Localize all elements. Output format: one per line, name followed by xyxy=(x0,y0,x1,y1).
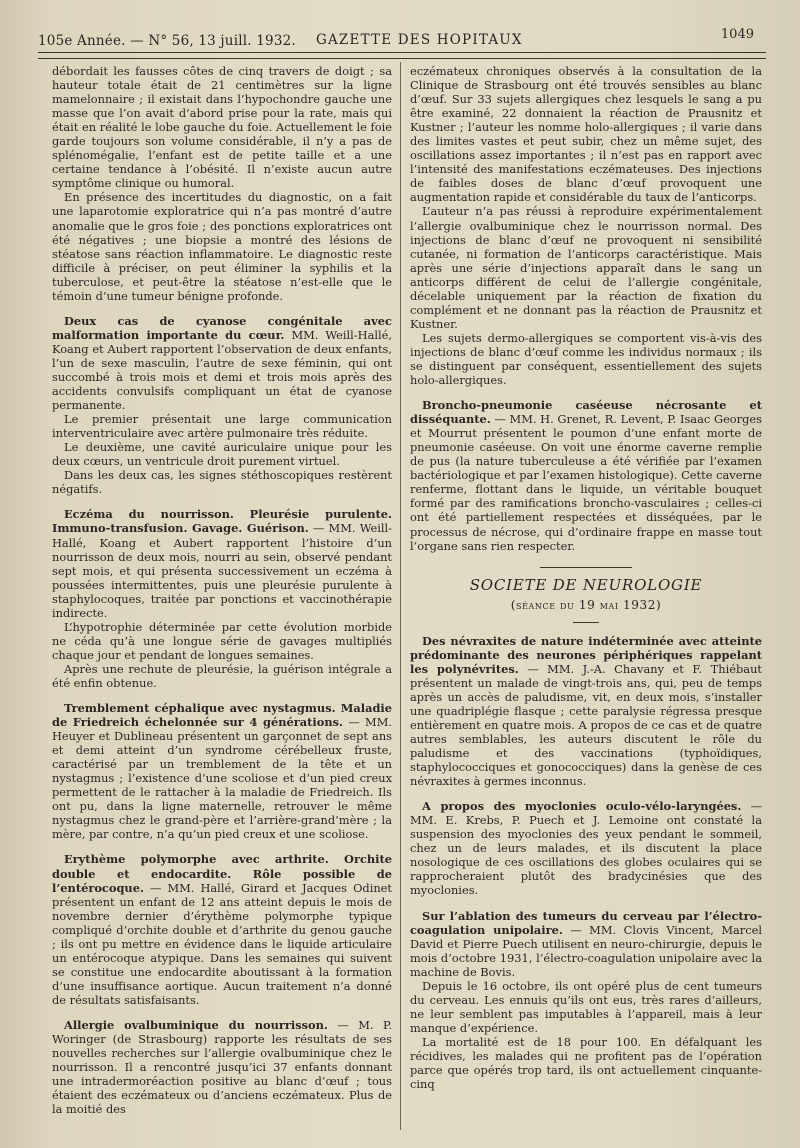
report-body: — MM. Heuyer et Dublineau présentent un garçonnet de sept ans et demi atteint d’un syndrome cérébelleux fruste, caractérisé par un tremblement de la tête et un nystagmus ; l’existence d’une scoliose et d’un pied creux permettent de le rattacher à la maladie de Friedreich. Ils ont pu, dans la ligne maternelle, retrouver le même nystagmus chez le grand-père et l’arrière-grand’mère ; la mère, par contre, n’a qu’un pied creux et une scoliose. xyxy=(52,715,392,842)
column-separator xyxy=(400,62,401,1130)
right-column xyxy=(410,64,762,1091)
header-rule xyxy=(38,52,766,59)
report-title: Deux cas de cyanose congénitale avec malformation importante du cœur. xyxy=(52,313,392,342)
report-body: — MM. H. Grenet, R. Levent, P. Isaac Georges et Mourrut présentent le poumon d’une enfant morte de pneumonie caséeuse. On voit une énorme caverne remplie de pus (la nature tuberculeuse a été vérifiée par l’examen bactériologique et par l’examen histologique). Cette caverne renferme, flottant dans le liquide, un véritable bouquet formé par des ramifications broncho-vasculaires ; celles-ci ont été partiellement respectées et disséquées, par le processus de nécrose, qui d’ordinaire frappe en masse tout l’organe sans rien respecter. xyxy=(410,412,762,553)
report-entry xyxy=(52,701,392,841)
report-title: Des névraxites de nature indéterminée avec atteinte prédominante des neurones périphériques rappelant les polynévrites. xyxy=(410,633,762,676)
paragraph: Le deuxième, une cavité auriculaire unique pour les deux cœurs, un ventricule droit purement virtuel. xyxy=(52,440,392,469)
report-title: Broncho-pneumonie caséeuse nécrosante et disséquante. xyxy=(410,398,762,427)
journal-title: GAZETTE DES HOPITAUX xyxy=(316,32,523,48)
page-number: 1049 xyxy=(720,27,754,42)
report-body: — MM. Clovis Vincent, Marcel David et Pierre Puech utilisent en neuro-chirurgie, depuis le mois d’octobre 1931, l’électro-coagulation unipolaire avec la machine de Bovis. xyxy=(410,922,762,979)
report-entry xyxy=(410,909,762,979)
report-title: Allergie ovalbuminique du nourrisson. xyxy=(64,1018,328,1032)
report-entry xyxy=(410,634,762,789)
paragraph: La mortalité est de 18 pour 100. En défalquant les récidives, les malades qui ne profitent pas de l’opération parce que opérés trop tard, ils ont actuellement cinquante-cinq xyxy=(410,1034,762,1092)
paragraph: Après une rechute de pleurésie, la guérison intégrale a été enfin obtenue. xyxy=(52,661,392,690)
short-rule xyxy=(573,622,599,623)
report-entry xyxy=(52,1018,392,1116)
session-date: (séance du 19 mai 1932) xyxy=(510,597,662,612)
report-title: Erythème polymorphe avec arthrite. Orchite double et endocardite. Rôle possible de l’entérocoque. xyxy=(52,852,392,895)
report-title: Eczéma du nourrisson. Pleurésie purulente. Immuno-transfusion. Gavage. Guérison. xyxy=(52,507,392,536)
paragraph: Les sujets dermo-allergiques se comportent vis-à-vis des injections de blanc d’œuf comme les individus normaux ; ils se distinguent par conséquent, essentiellement des sujets holo-allergiques. xyxy=(410,330,762,388)
issue-info: 105e Année. — N° 56, 13 juill. 1932. xyxy=(38,33,296,49)
paragraph: L’hypotrophie déterminée par cette évolution morbide ne céda qu’à une longue série de gavages multipliés chaque jour et pendant de longues semaines. xyxy=(52,619,392,662)
report-title: A propos des myoclonies oculo-vélo-laryngées. xyxy=(422,799,742,814)
report-entry xyxy=(410,799,762,897)
society-name: SOCIETE DE NEUROLOGIE xyxy=(469,575,703,594)
report-title: Tremblement céphalique avec nystagmus. Maladie de Friedreich échelonnée sur 4 générations. xyxy=(52,701,392,730)
paragraph: Depuis le 16 octobre, ils ont opéré plus de cent tumeurs du cerveau. Les ennuis qu’ils ont eus, très rares d’ailleurs, ne leur semblent pas imputables à l’appareil, mais à leur manque d’expérience. xyxy=(410,978,762,1035)
report-body: — MM. J.-A. Chavany et F. Thiébaut présentent un malade de vingt-trois ans, qui, peu de temps après un accès de paludisme, vit, en deux mois, s’installer une quadriplégie flasque ; cette paralysie régressa presque entièrement en quatre mois. A propos de ce cas et de quatre autres semblables, les auteurs discutent le rôle du paludisme et des vaccinations (typhoïdiques, staphylococciques et gonococciques) dans la genèse de ces névraxites à germes inconnus. xyxy=(410,661,762,789)
report-entry xyxy=(52,852,392,1007)
paragraph: En présence des incertitudes du diagnostic, on a fait une laparotomie exploratrice qui n’a pas montré d’autre anomalie que le gros foie ; des ponctions exploratrices ont été négatives ; une biopsie a montré des lésions de stéatose sans réaction inflammatoire. Le diagnostic reste difficile à préciser, on peut éliminer la syphilis et la tuberculose, et peut-être la stéatose n’est-elle que le témoin d’une tumeur bénigne profonde. xyxy=(52,190,392,303)
left-column xyxy=(52,64,392,1116)
paragraph: Dans les deux cas, les signes stéthoscopiques restèrent négatifs. xyxy=(52,468,392,497)
section-rule xyxy=(540,567,632,568)
report-title: Sur l’ablation des tumeurs du cerveau par l’électro-coagulation unipolaire. xyxy=(410,908,762,937)
report-body: — MM. Hallé, Girard et Jacques Odinet présentent un enfant de 12 ans atteint depuis le mois de novembre dernier d’érythème polymorphe typique compliqué d’orchite double et d’arthrite du genou gauche ; ils ont pu mettre en évidence dans le liquide articulaire un entérocoque atypique. Dans les semaines qui suivent se constitue une endocardite aboutissant à la formation d’une insuffisance aortique. Aucun traitement n’a donné de résultats satisfaisants. xyxy=(52,880,392,1007)
report-entry xyxy=(52,314,392,412)
report-body: — M. P. Woringer (de Strasbourg) rapporte les résultats de ses nouvelles recherches sur l’allergie ovalbuminique chez le nourrisson. Il a rencontré jusqu’ici 37 enfants donnant une intradermoréaction positive au blanc d’œuf ; tous étaient des eczémateux ou d’anciens eczémateux. Plus de la moitié des xyxy=(52,1018,392,1117)
paragraph: L’auteur n’a pas réussi à reproduire expérimentalement l’allergie ovalbuminique chez le nourrisson normal. Des injections de blanc d’œuf ne provoquent ni sensibilité cutanée, ni formation de l’anticorps caractéristique. Mais après une série d’injections apparaît dans le sang un anticorps différent de celui de l’allergie congénitale, décelable uniquement par la réaction de fixation du complément et ne donnant pas la réaction de Prausnitz et Kustner. xyxy=(410,204,762,331)
report-body: — MM. E. Krebs, P. Puech et J. Lemoine ont constaté la suspension des myoclonies des yeux pendant le sommeil, chez un de leurs malades, et ils discutent la place nosologique de ces oscillations des globes oculaires qui se rapprocheraient plutôt des bradycinésies que des myoclonies. xyxy=(410,799,762,898)
report-entry xyxy=(410,398,762,553)
paragraph: eczémateux chroniques observés à la consultation de la Clinique de Strasbourg ont été trouvés sensibles au blanc d’œuf. Sur 33 sujets allergiques chez lesquels le sang a pu être examiné, 22 donnaient la réaction de Prausnitz et Kustner ; l’auteur les nomme holo-allergiques ; il varie dans des limites vastes et peut subir, chez un même sujet, des oscillations assez importantes ; il n’est pas en rapport avec l’intensité des manifestations eczémateuses. Des injections de faibles doses de blanc d’œuf provoquent une augmentation rapide et considérable du taux de l’anticorps. xyxy=(410,64,762,205)
paragraph: Le premier présentait une large communication interventriculaire avec artère pulmonaire très réduite. xyxy=(52,412,392,441)
running-header xyxy=(38,22,760,48)
report-body: MM. Weill-Hallé, Koang et Aubert rapportent l’observation de deux enfants, l’un de sexe masculin, l’autre de sexe féminin, qui ont succombé à trois mois et demi et trois mois après des accidents convulsifs compliquant un état de cyanose permanente. xyxy=(52,327,393,413)
report-body: — MM. Weill-Hallé, Koang et Aubert rapportent l’histoire d’un nourrisson de deux mois, nourri au sein, observé pendant sept mois, et qui présenta successivement un eczéma à poussées intermittentes, puis une pleurésie purulente à staphylocoques, traitée par ponctions et vaccinothérapie indirecte. xyxy=(52,521,393,620)
society-heading xyxy=(410,567,762,623)
report-entry xyxy=(52,507,392,619)
paragraph: débordait les fausses côtes de cinq travers de doigt ; sa hauteur totale était de 21 centimètres sur la ligne mamelonnaire ; il existait dans l’hypochondre gauche une masse que l’on avait d’abord prise pour la rate, mais qui était en réalité le lobe gauche du foie. Actuellement le foie garde toujours son volume considérable, il n’y a pas de splénomégalie, l’enfant est de petite taille et a une certaine tendance à l’obésité. Il n’existe aucun autre symptôme clinique ou humoral. xyxy=(52,64,392,191)
